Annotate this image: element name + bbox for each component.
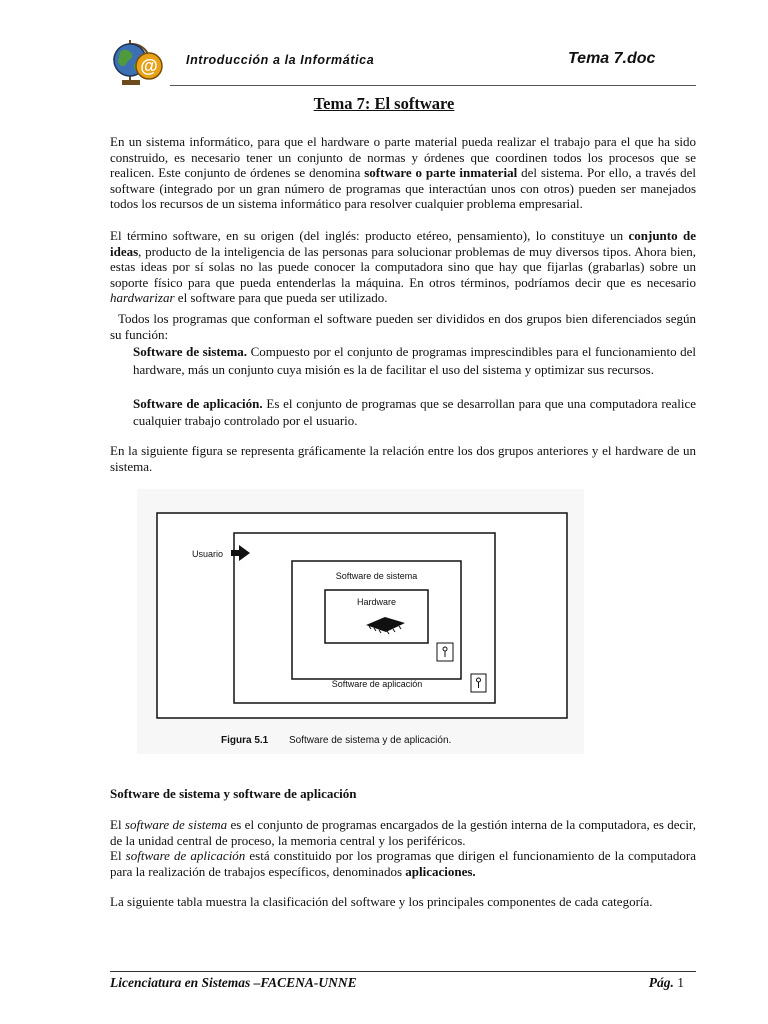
paragraph-text: del sistema. Por ello, a través del software (integrado por un gran número de programas que interactúan unos con otros) pueden ser manejados todos los recursos de un sistema informático para resolver cualquier problema empresarial.	[110, 165, 696, 211]
list-item-text: Es el conjunto de programas que se desarrollan para que una computadora realice cualquier trabajo controlado por el usuario.	[133, 396, 696, 428]
key-icon	[471, 674, 486, 692]
paragraph-text: El término software, en su origen (del inglés: producto etéreo, pensamiento), lo constituye un	[110, 228, 629, 243]
list-item-term: Software de aplicación.	[133, 396, 263, 411]
footer-divider	[110, 971, 696, 972]
paragraph-system-software	[110, 817, 696, 848]
bold-term: conjunto de ideas	[110, 228, 696, 259]
paragraph-text: el software para que pueda ser utilizado.	[174, 290, 388, 305]
paragraph-application-software	[110, 848, 696, 879]
key-icon	[437, 643, 453, 661]
page-label: Pág.	[648, 975, 674, 990]
paragraph-text: , producto de la inteligencia de las personas para solucionar problemas de muy diversos tipos. Ahora bien, estas ideas por sí solas no las puede conocer la computadora sino que hay que fijarlas (grabarlas) sobre un soporte físico para que pueda entenderlas la máquina. En otros términos, podríamos decir que es necesario	[110, 243, 696, 290]
section-heading: Software de sistema y software de aplicación	[110, 786, 357, 801]
bold-term: software o parte inmaterial	[364, 165, 518, 180]
svg-text:@: @	[140, 56, 158, 76]
paragraph-text: es el conjunto de programas encargados de la gestión interna de la computadora, es decir, de la unidad central de proceso, la memoria central y los periféricos.	[110, 817, 696, 848]
paragraph-text: En un sistema informático, para que el hardware o parte material pueda realizar el trabajo para el que ha sido construido, es necesario tener un conjunto de normas y órdenes que coordinen todos los procesos que se realicen. Este conjunto de órdenes se denomina	[110, 134, 696, 180]
header-divider	[170, 85, 696, 86]
paragraph-table-intro: La siguiente tabla muestra la clasificación del software y los principales componentes de cada categoría.	[110, 894, 653, 909]
paragraph-figure-intro: En la siguiente figura se representa gráficamente la relación entre los dos grupos anteriores y el hardware de un sistema.	[110, 443, 696, 474]
system-software-label: Software de sistema	[335, 571, 418, 581]
software-layers-figure	[137, 489, 584, 754]
list-item-system-software	[133, 343, 696, 378]
hardware-label: Hardware	[356, 597, 397, 607]
paragraph-text: El	[110, 817, 125, 832]
footer-program: Licenciatura en Sistemas –FACENA-UNNE	[110, 975, 357, 990]
figure-caption-label: Figura 5.1	[221, 735, 269, 746]
paragraph-text: está constituido por los programas que dirigen el funcionamiento de la computadora para la realización de trabajos específicos, denominados	[110, 848, 696, 879]
application-software-label: Software de aplicación	[331, 679, 423, 689]
bold-term: aplicaciones.	[405, 863, 476, 879]
italic-term: hardwarizar	[110, 290, 175, 305]
list-item-text: Compuesto por el conjunto de programas imprescindibles para el funcionamiento del hardware, más un conjunto cuya misión es la de facilitar el uso del sistema y optimizar sus recursos.	[133, 344, 696, 377]
page-number: 1	[677, 975, 684, 990]
header-file-name: Tema 7.doc	[568, 50, 656, 67]
globe-at-logo-icon	[108, 34, 170, 90]
paragraph-intro	[110, 134, 696, 212]
paragraph-text: El	[110, 848, 126, 863]
paragraph-groups: Todos los programas que conforman el software pueden ser divididos en dos grupos bien diferenciados según su función:	[110, 311, 696, 342]
italic-term: software de sistema	[124, 817, 228, 832]
paragraph-term-origin	[110, 228, 696, 306]
user-label: Usuario	[192, 549, 224, 559]
document-title: Tema 7: El software	[313, 94, 455, 113]
italic-term: software de aplicación	[125, 848, 246, 863]
figure-caption-text: Software de sistema y de aplicación.	[289, 735, 452, 746]
list-item-application-software	[133, 396, 696, 429]
footer-page	[649, 975, 684, 991]
list-item-term: Software de sistema.	[133, 344, 248, 359]
header-course-title: Introducción a la Informática	[186, 53, 375, 67]
